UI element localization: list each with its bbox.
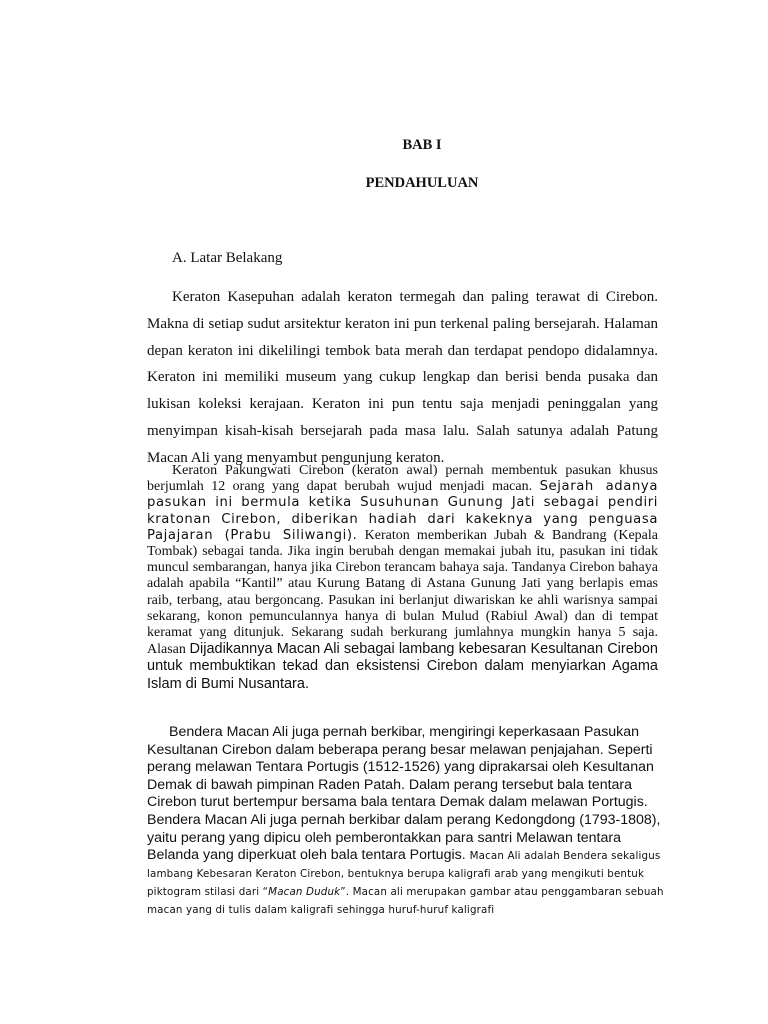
paragraph-3 (147, 724, 669, 918)
paragraph-2-part-1: Keraton Pakungwati Cirebon (keraton awal) pernah membentuk pasukan khusus berjumlah 12 orang yang dapat berubah wujud menjadi macan. (147, 463, 658, 495)
paragraph-2-part-2: Sejarah adanya pasukan ini bermula ketika Susuhunan Gunung Jati sebagai pendiri kratonan Cirebon, diberikan hadiah dari kakeknya yang penguasa Pajajaran (Prabu Siliwangi). (147, 479, 659, 543)
paragraph-1: Keraton Kasepuhan adalah keraton termegah dan paling terawat di Cirebon. Makna di setiap sudut arsitektur keraton ini pun terkenal paling bersejarah. Halaman depan keraton ini dikelilingi tembok bata merah dan terdapat pendopo didalamnya. Keraton ini memiliki museum yang cukup lengkap dan berisi benda pusaka dan lukisan koleksi kerajaan. Keraton ini pun tentu saja menjadi peninggalan yang menyimpan kisah-kisah bersejarah pada masa lalu. Salah satunya adalah Patung Macan Ali yang menyambut pengunjung keraton. (147, 289, 658, 466)
chapter-label: BAB I (402, 137, 442, 153)
paragraph-3-italic: Macan Duduk (268, 885, 341, 898)
paragraph-3-part-1: Bendera Macan Ali juga pernah berkibar, mengiringi keperkasaan Pasukan Kesultanan Cirebon dalam beberapa perang besar melawan penjajahan. Seperti perang melawan Tentara Portugis (1512-1526) yang diprakarsai oleh Kesultanan Demak di bawah pimpinan Raden Patah. Dalam perang tersebut bala tentara Cirebon turut bertempur bersama bala tentara Demak dalam melawan Portugis. Bendera Macan Ali juga pernah berkibar dalam perang Kedongdong (1793-1808), yaitu perang yang dipicu oleh pemberontakkan para santri Melawan tentara Belanda yang diperkuat oleh bala tentara Portugis. (147, 724, 661, 864)
paragraph-3-part-3: ”. Macan ali merupakan gambar atau penggambaran sebuah macan yang di tulis dalam kaligrafi sehingga huruf-huruf kaligrafi (147, 885, 664, 916)
paragraph-2-part-3: Keraton memberikan Jubah & Bandrang (Kepala Tombak) sebagai tanda. Jika ingin berubah dengan memakai jubah itu, pasukan ini tidak muncul sembarangan, hanya jika Cirebon terancam bahaya saja. Tandanya Cirebon bahaya adalah apabila “Kantil” atau Kurung Batang di Astana Gunung Jati yang berlapis emas raib, terbang, atau bergoncang. Pasukan ini berlanjut diwariskan ke ahli warisnya sampai sekarang, konon pemunculannya hanya di bulan Mulud (Rabiul Awal) dan di tempat keramat yang ditunjuk. Sekarang sudah berkurang jumlahnya mungkin hanya 5 saja. Alasan (147, 527, 658, 658)
paragraph-2 (147, 463, 658, 693)
chapter-title: PENDAHULUAN (365, 175, 479, 191)
section-heading: A. Latar Belakang (172, 250, 283, 266)
paragraph-2-part-4: Dijadikannya Macan Ali sebagai lambang kebesaran Kesultanan Cirebon untuk membuktikan tekad dan eksistensi Cirebon dalam menyiarkan Agama Islam di Bumi Nusantara. (147, 641, 658, 692)
paragraph-3-part-2: Macan Ali adalah Bendera sekaligus lambang Kebesaran Keraton Cirebon, bentuknya berupa kaligrafi arab yang mengikuti bentuk piktogram stilasi dari “ (147, 850, 661, 898)
